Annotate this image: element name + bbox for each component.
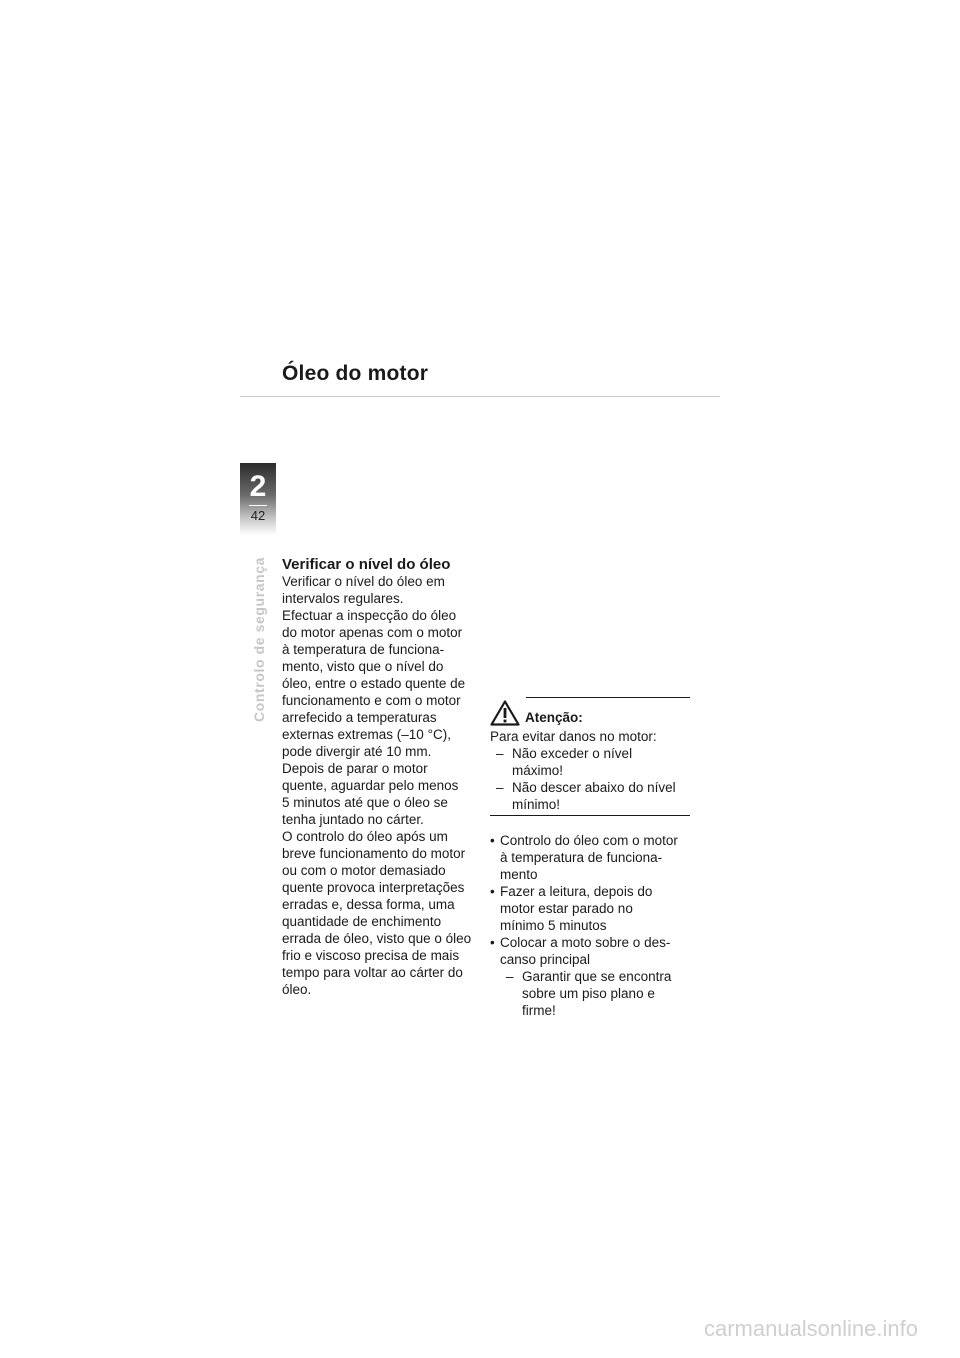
body-paragraph: Verificar o nível do óleo em intervalos regulares. Efectuar a inspecção do óleo do motor apenas com o motor à temperatura de funciona- mento, visto que o nível do óleo, entre o estado quente de funcionamento e com o motor arrefecido a temperaturas externas extremas (–10 °C), pode divergir até 10 mm. Depois de parar o motor quente, aguardar pelo menos 5 minutos até que o óleo se tenha juntado no cárter. O controlo do óleo após um breve funcionamento do motor ou com o motor demasiado quente provoca interpretações erradas e, dessa forma, uma quantidade de enchimento errada de óleo, visto que o óleo frio e viscoso precisa de mais tempo para voltar ao cárter do óleo. [282, 574, 472, 997]
warning-title: Atenção: [525, 710, 583, 725]
title-divider [240, 396, 720, 397]
warning-box [490, 697, 690, 816]
warning-bottom-rule [490, 815, 690, 816]
section-heading: Verificar o nível do óleo [282, 556, 451, 573]
list-item: • Controlo do óleo com o motor à temperatura de funciona- mento [490, 832, 690, 883]
warning-triangle-icon [490, 700, 520, 726]
chapter-tab [240, 463, 276, 535]
list-item: – Não descer abaixo do nível mínimo! [490, 779, 690, 813]
chapter-number: 2 [249, 470, 267, 503]
warning-header [490, 698, 690, 728]
list-item: – Não exceder o nível máximo! [490, 745, 690, 779]
chapter-divider [249, 505, 267, 506]
chapter-side-label: Controlo de segurança [251, 556, 267, 722]
left-column [282, 556, 478, 998]
warning-list [490, 745, 690, 813]
sub-list [500, 968, 690, 1019]
list-item [490, 934, 690, 1019]
list-item: – Garantir que se encontra sobre um piso plano e firme! [500, 968, 690, 1019]
right-column [490, 697, 690, 1019]
steps-list [490, 832, 690, 1019]
list-item: • Fazer a leitura, depois do motor estar parado no mínimo 5 minutos [490, 883, 690, 934]
watermark: carmanualsonline.info [703, 1316, 918, 1341]
page-title: Óleo do motor [282, 362, 429, 385]
warning-intro: Para evitar danos no motor: [490, 729, 657, 744]
list-item-text: • Colocar a moto sobre o des- canso principal [500, 935, 671, 967]
page-number: 42 [250, 508, 266, 523]
